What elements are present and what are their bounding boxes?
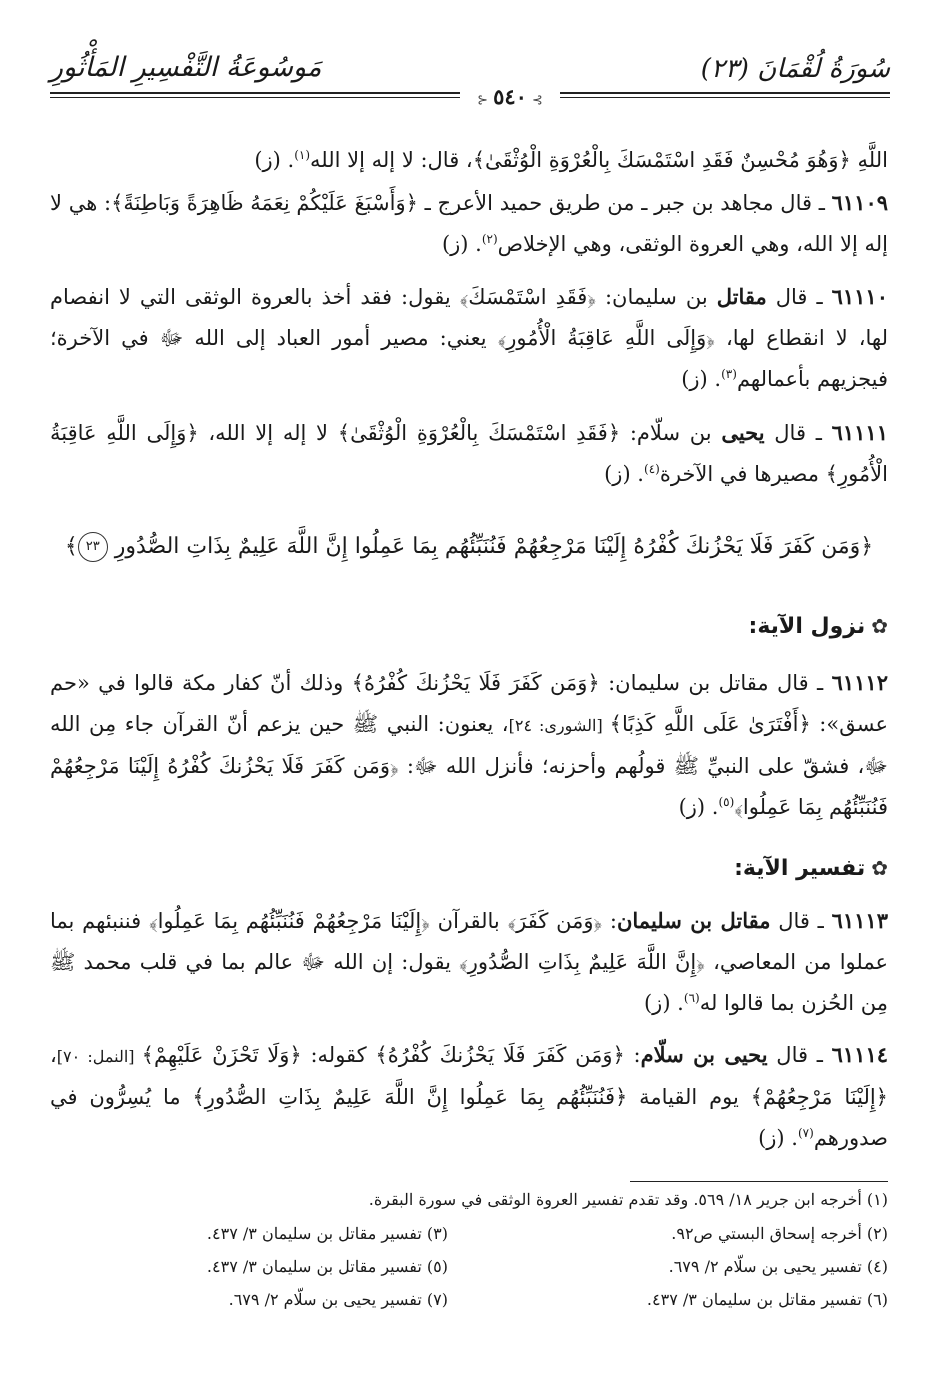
quran-text: ﴿وَمَن كَفَرَ فَلَا يَحْزُنكَ كُفْرُهُ إِلَيْنَا مَرْجِعُهُمْ فَنُنَبِّئُهُم بِمَا عَمِلُوا﴾ [50,754,888,819]
surah-title: سُورَةُ لُقْمَانَ (٢٣) [700,54,890,84]
athar-61112 [50,662,888,828]
footnote-3: (٣) تفسير مقاتل بن سليمان ٣/ ٤٣٧. [206,1224,448,1243]
narrator-name: مقاتل [716,284,767,309]
body-text: ، قال: لا إله إلا الله [310,148,473,172]
body-text: ، يعنون: النبي ﷺ حين يزعم أنّ القرآن جاء مِن الله ﷻ، فشقّ على النبيِّ ﷺ قولُهم وأحزنه؛ فأنزل الله ﷻ: [50,712,888,778]
body-text: ـ قال مجاهد بن جبر ـ من طريق حميد الأعرج ـ [417,191,832,215]
athar-61114 [50,1034,888,1159]
body-text: يقول: إن الله ﷻ عالم بما في قلب محمد ﷺ مِن الحُزن بما قالوا له [50,950,888,1015]
entry-number: ٦١١١٤ [831,1042,889,1067]
quran-text: ﴿وَمَن كَفَرَ فَلَا يَحْزُنكَ كُفْرُهُ﴾ [375,1043,625,1067]
body-text: ـ قال مقاتل بن سليمان: [599,671,832,695]
quran-text: ﴿وَمَن كَفَرَ﴾ [507,909,603,933]
body-text: بن سلّام: [620,421,722,445]
body-text: ، [50,1043,57,1067]
footnote-4: (٤) تفسير يحيى بن سلّام ٢/ ٦٧٩. [668,1257,888,1276]
narrator-name: يحيى [721,420,765,445]
footnote-6: (٦) تفسير مقاتل بن سليمان ٣/ ٤٣٧. [646,1290,888,1309]
footnote-7: (٧) تفسير يحيى بن سلّام ٢/ ٦٧٩. [228,1290,448,1309]
quran-text: ﴿فَقَدِ اسْتَمْسَكَ﴾ [459,285,596,309]
quran-text: ﴿فَقَدِ اسْتَمْسَكَ بِالْعُرْوَةِ الْوُثْقَىٰ﴾ [337,421,621,445]
body-text: : [602,909,617,933]
footnote-5: (٥) تفسير مقاتل بن سليمان ٣/ ٤٣٧. [206,1257,448,1276]
section-heading-tafsir [734,856,888,881]
quran-text: ﴿وَأَسْبَغَ عَلَيْكُمْ نِعَمَهُ ظَاهِرَةً وَبَاطِنَةً﴾ [111,191,418,215]
footnote-ref: (٣) [721,367,737,381]
body-text: بن سليمان: [595,285,717,309]
body-text: كقوله: [301,1043,376,1067]
athar-61113 [50,900,888,1024]
page-number: ٥٤٠ [493,84,527,109]
footnote-separator [630,1181,888,1182]
surah-reference: [الشورى: ٢٤] [508,716,610,735]
entry-number: ٦١١١٣ [831,908,888,933]
footnote-ref: (٥) [718,795,735,809]
quran-text: ﴿إِنَّ اللَّهَ عَلِيمٌ بِذَاتِ الصُّدُورِ﴾ [459,950,705,974]
quran-text: ﴿إِلَيْنَا مَرْجِعُهُمْ﴾ [750,1085,888,1109]
footnote-ref: (٧) [797,1126,814,1140]
entry-number: ٦١١١٠ [831,284,888,309]
body-text: مصيرها في الآخرة [659,462,826,486]
narrator-name: مقاتل بن سليمان [616,908,771,933]
body-text: . (ز) [681,367,722,391]
quran-verse [60,532,878,562]
body-text: : [624,1043,641,1067]
body-text: يوم القيامة [627,1085,751,1109]
ornament-icon: ⊱ [477,93,488,108]
body-text: : هي لا إله إلا الله، وهي العروة الوثقى، وهي الإخلاص [50,191,888,256]
body-text: . (ز) [678,795,719,819]
body-text: . (ز) [254,148,295,172]
section-heading-revelation [749,614,888,639]
quran-text: ﴿إِلَيْنَا مَرْجِعُهُمْ فَنُنَبِّئُهُم بِمَا عَمِلُوا﴾ [148,909,430,933]
body-text: يعني: مصير أمور العباد إلى الله ﷻ في الآخرة؛ فيجزيهم بأعمالهم [50,326,888,391]
body-text: بالقرآن [429,909,508,933]
section-title: نزول الآية: [748,614,866,639]
quran-text: ﴿وَإِلَى اللَّهِ عَاقِبَةُ الْأُمُورِ﴾ [497,326,715,350]
quran-text: ﴿أَفْتَرَىٰ عَلَى اللَّهِ كَذِبًا﴾ [609,712,811,736]
ornament-icon: ⊰ [532,93,543,108]
athar-61111 [50,412,888,495]
narrator-name: يحيى بن سلّام [640,1042,768,1067]
athar-61110 [50,276,888,400]
page-header [50,48,890,109]
footnote-ref: (٦) [683,991,700,1005]
footnote-ref: (٢) [481,232,498,246]
footnote-2: (٢) أخرجه إسحاق البستي ص٩٢. [671,1224,888,1243]
verse-number: ٢٣ [78,532,108,562]
body-text: . (ز) [758,1126,798,1150]
book-title: مَوسُوعَةُ التَّفْسِيرِ المَأْثُورِ [50,52,322,83]
footnote-ref: (٤) [644,462,660,476]
body-text: وذلك أنّ كفار مكة قالوا في «حم عسق»: [50,671,888,736]
quran-text: ﴿وَهُوَ مُحْسِنٌ فَقَدِ اسْتَمْسَكَ بِالْعُرْوَةِ الْوُثْقَىٰ﴾ [472,148,851,172]
quran-text: ﴿فَنُنَبِّئُهُم بِمَا عَمِلُوا إِنَّ اللَّهَ عَلِيمٌ بِذَاتِ الصُّدُورِ﴾ [192,1085,628,1109]
body-text: ـ قال [767,1043,832,1067]
flower-ornament-icon: ✿ [871,614,888,638]
body-text: . (ز) [604,462,644,486]
quran-text: اللَّهِ [857,148,888,172]
verse-text: ﴿وَمَن كَفَرَ فَلَا يَحْزُنكَ كُفْرُهُ إِلَيْنَا مَرْجِعُهُمْ فَنُنَبِّئُهُم بِمَا عَمِلُوا إِنَّ اللَّهَ عَلِيمٌ بِذَاتِ الصُّدُورِ [114,534,874,559]
body-text: يقول: فقد أخذ بالعروة الوثقى التي لا انفصام لها، لا انقطاع لها، [50,285,888,350]
quran-text: ﴿وَمَن كَفَرَ فَلَا يَحْزُنكَ كُفْرُهُ﴾ [351,671,600,695]
body-text: . (ز) [643,991,684,1015]
paragraph-continuation [50,140,888,181]
body-text: ما يُسِرُّون في صدورهم [50,1085,888,1150]
quran-text: ﴿وَلَا تَحْزَنْ عَلَيْهِمْ﴾ [141,1043,302,1067]
page-number-box [460,84,560,110]
body-text: . (ز) [441,232,482,256]
body-text: ـ قال [770,909,832,933]
body-text: ـ قال [766,285,832,309]
body-text: ـ قال [764,421,832,445]
flower-ornament-icon: ✿ [871,856,888,880]
body-text: فننبئهم بما عملوا من المعاصي، [50,909,888,974]
entry-number: ٦١١١١ [831,420,888,445]
surah-reference: [النمل: ٧٠] [56,1047,142,1066]
footnote-1: (١) أخرجه ابن جرير ١٨/ ٥٦٩. وقد تقدم تفسير العروة الوثقى في سورة البقرة. [368,1190,888,1209]
verse-bracket: ﴾ [64,534,78,559]
body-text: لا إله إلا الله، [198,421,338,445]
athar-61109 [50,182,888,265]
section-title: تفسير الآية: [734,856,866,881]
footnote-ref: (١) [294,148,311,162]
entry-number: ٦١١١٢ [831,670,888,695]
entry-number: ٦١١٠٩ [831,190,889,215]
quran-text: ﴿وَإِلَى اللَّهِ عَاقِبَةُ الْأُمُورِ﴾ [50,421,888,486]
